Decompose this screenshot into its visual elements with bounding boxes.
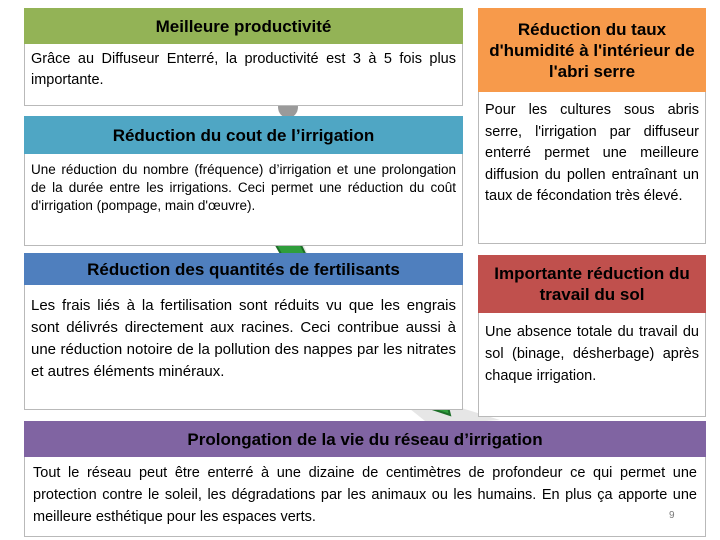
humidite-title: Réduction du taux d'humidité à l'intérieur de l'abri serre [478, 8, 706, 92]
productivite-text: Grâce au Diffuseur Enterré, la productivité est 3 à 5 fois plus importante. [24, 44, 463, 106]
box-productivite [24, 8, 463, 106]
productivite-title: Meilleure productivité [24, 8, 463, 44]
cout-text: Une réduction du nombre (fréquence) d’irrigation et une prolongation de la durée entre les irrigations. Ceci permet une réduction du coût d'irrigation (pompage, main d'œuvre). [24, 154, 463, 246]
box-travail [478, 255, 706, 417]
reseau-title: Prolongation de la vie du réseau d’irrigation [24, 421, 706, 457]
fertilisants-title: Réduction des quantités de fertilisants [24, 253, 463, 285]
box-cout [24, 116, 463, 246]
humidite-text: Pour les cultures sous abris serre, l'irrigation par diffuseur enterré permet une meilleure diffusion du pollen entraînant un taux de fécondation très élevé. [478, 92, 706, 244]
cout-title: Réduction du cout de l’irrigation [24, 116, 463, 154]
travail-text: Une absence totale du travail du sol (binage, désherbage) après chaque irrigation. [478, 313, 706, 417]
page-number: 9 [669, 510, 675, 521]
travail-title: Importante réduction du travail du sol [478, 255, 706, 313]
fertilisants-text: Les frais liés à la fertilisation sont réduits vu que les engrais sont délivrés directement aux racines. Ceci contribue aussi à une réduction notoire de la pollution des nappes par les nitrates et autres éléments minéraux. [24, 285, 463, 410]
reseau-text: Tout le réseau peut être enterré à une dizaine de centimètres de profondeur ce qui permet une protection contre le soleil, les dégradations par les animaux ou les humains. En plus ça apporte une meilleure esthétique pour les espaces verts. [24, 457, 706, 537]
box-humidite [478, 8, 706, 244]
box-reseau [24, 421, 706, 537]
box-fertilisants [24, 253, 463, 410]
